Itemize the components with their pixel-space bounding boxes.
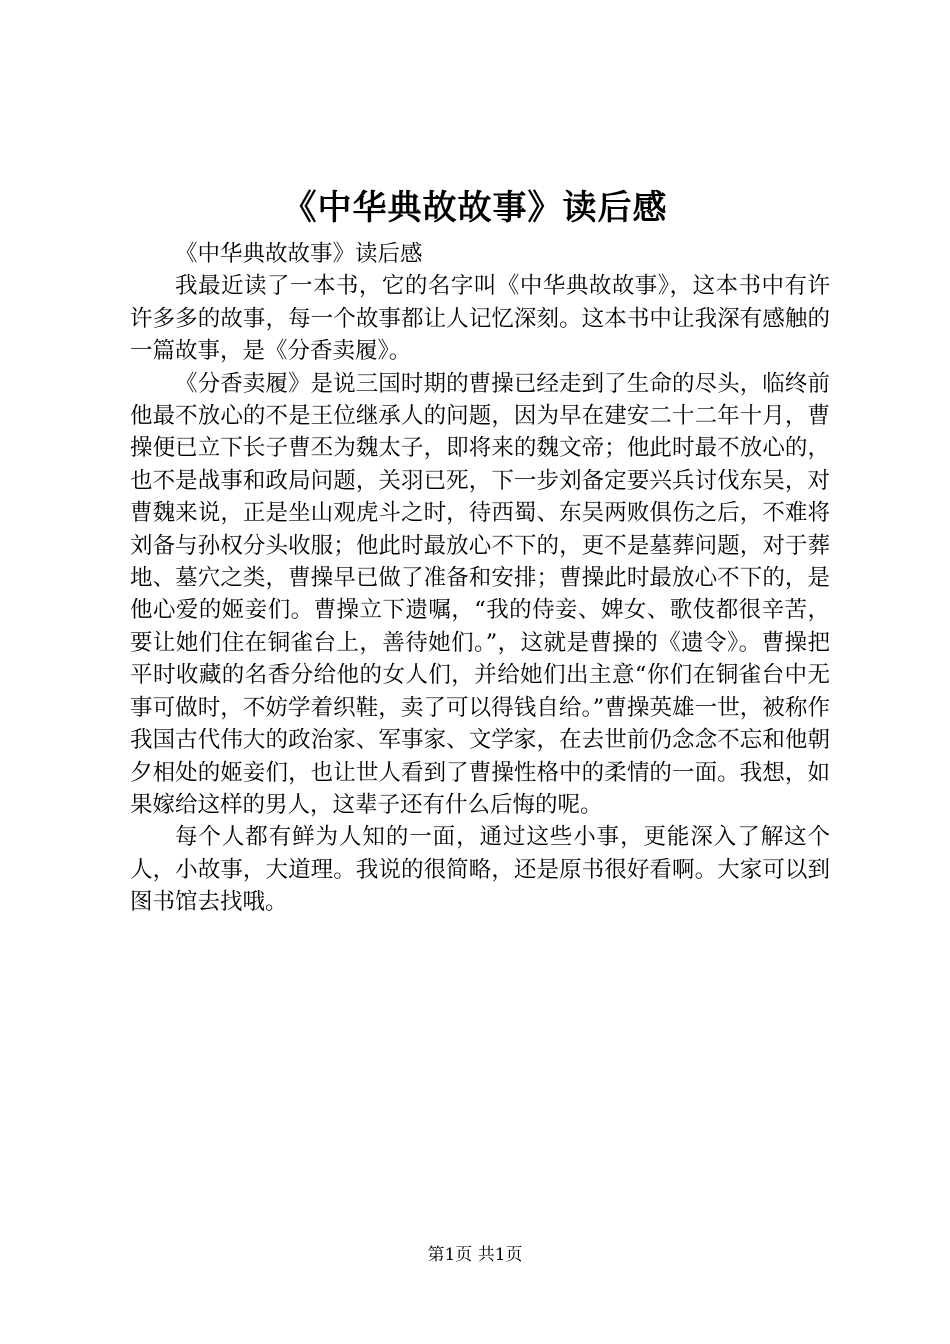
paragraph-story: 《分香卖履》是说三国时期的曹操已经走到了生命的尽头，临终前他最不放心的不是王位继承人的问题，因为早在建安二十二年十月，曹操便已立下长子曹丕为魏太子，即将来的魏文帝；他此时最不放心的，也不是战事和政局问题，关羽已死，下一步刘备定要兴兵讨伐东吴，对曹魏来说，正是坐山观虎斗之时，待西蜀、东吴两败俱伤之后，不难将刘备与孙权分头收服；他此时最放心不下的，更不是墓葬问题，对于葬地、墓穴之类，曹操早已做了准备和安排；曹操此时最放心不下的，是他心爱的姬妾们。曹操立下遗嘱，“我的侍妾、婢女、歌伎都很辛苦，要让她们住在铜雀台上，善待她们。”，这就是曹操的《遗令》。曹操把平时收藏的名香分给他的女人们，并给她们出主意“你们在铜雀台中无事可做时，不妨学着织鞋，卖了可以得钱自给。”曹操英雄一世，被称作我国古代伟大的政治家、军事家、文学家，在去世前仍念念不忘和他朝夕相处的姬妾们，也让世人看到了曹操性格中的柔情的一面。我想，如果嫁给这样的男人，这辈子还有什么后悔的呢。 — [130, 370, 830, 818]
page-footer: 第1页 共1页 — [427, 1245, 523, 1265]
paragraph-intro: 我最近读了一本书，它的名字叫《中华典故故事》，这本书中有许许多多的故事，每一个故事都让人记忆深刻。这本书中让我深有感触的一篇故事，是《分香卖履》。 — [130, 273, 830, 365]
document-title: 《中华典故故事》读后感 — [282, 188, 668, 228]
document-body — [130, 238, 830, 919]
paragraph-subtitle: 《中华典故故事》读后感 — [175, 241, 423, 267]
paragraph-conclusion: 每个人都有鲜为人知的一面，通过这些小事，更能深入了解这个人，小故事，大道理。我说的很简略，还是原书很好看啊。大家可以到图书馆去找哦。 — [130, 824, 830, 916]
